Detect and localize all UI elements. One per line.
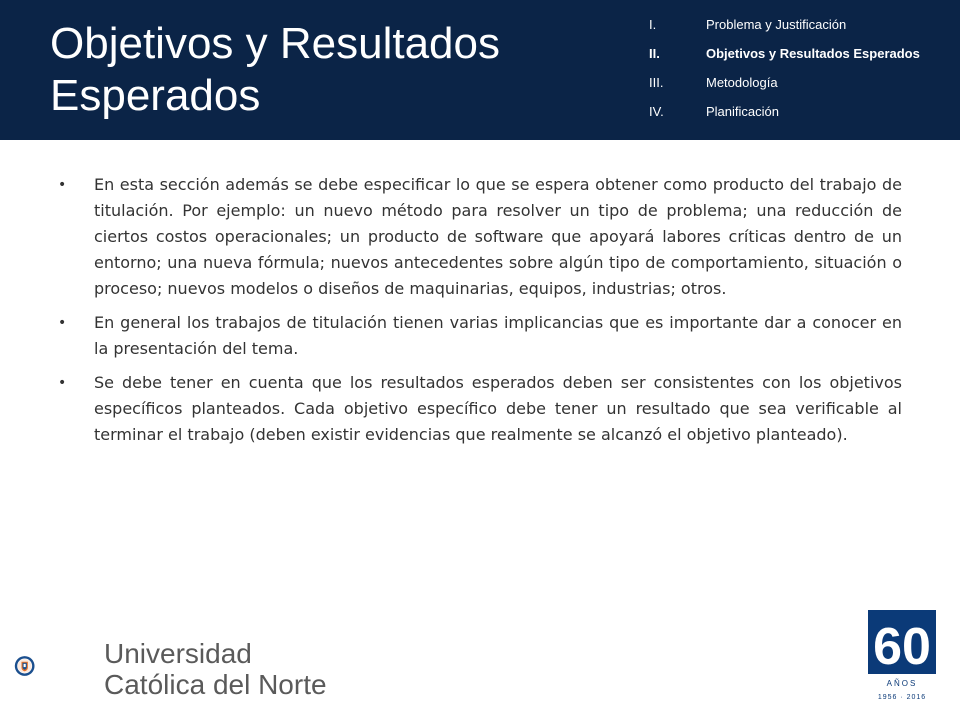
- university-name-line1: Universidad: [104, 638, 252, 669]
- bullet-text: En esta sección además se debe especificar lo que se espera obtener como producto del trabajo de titulación. Por ejemplo: un nuevo método para resolver un tipo de problema; una reducción de ciertos costos operacionales; un producto de software que apoyará labores críticas dentro de un entorno; una nueva fórmula; nuevos antecedentes sobre algún tipo de comportamiento, situación o proceso; nuevos modelos o diseños de maquinarias, equipos, industrias; otros.: [94, 175, 902, 298]
- agenda-item-label: Objetivos y Resultados Esperados: [706, 46, 920, 61]
- anniversary-label: AÑOS: [886, 679, 918, 688]
- agenda-item: [649, 15, 954, 44]
- bullet-list: [58, 172, 902, 456]
- agenda-list: [649, 15, 954, 131]
- bullet-item: [58, 310, 902, 362]
- university-name: [104, 638, 327, 700]
- bullet-dot-icon: •: [58, 375, 67, 391]
- bullet-item: [58, 172, 902, 302]
- slide-title: Objetivos y Resultados Esperados: [50, 19, 500, 120]
- bullet-dot-icon: •: [58, 177, 67, 193]
- agenda-item: [649, 73, 954, 102]
- bullet-text: En general los trabajos de titulación tienen varias implicancias que es importante dar a conocer en la presentación del tema.: [94, 313, 902, 358]
- anniversary-logo-icon: [862, 606, 940, 704]
- agenda-item-label: Planificación: [706, 104, 779, 119]
- agenda-item-label: Metodología: [706, 75, 778, 90]
- bullet-text: Se debe tener en cuenta que los resultados esperados deben ser consistentes con los objetivos específicos planteados. Cada objetivo específico debe tener un resultado que sea verificable al terminar el trabajo (deben existir evidencias que realmente se alcanzó el objetivo planteado).: [94, 373, 902, 444]
- anniversary-years: 1956 · 2016: [877, 694, 927, 701]
- agenda-item-number: III.: [649, 75, 664, 90]
- university-name-line2: Católica del Norte: [104, 669, 327, 700]
- agenda-item-label: Problema y Justificación: [706, 17, 847, 32]
- agenda-item-number: IV.: [649, 104, 664, 119]
- agenda-item-number: I.: [649, 17, 657, 32]
- university-seal-icon: [14, 626, 94, 706]
- bullet-dot-icon: •: [58, 315, 67, 331]
- header-banner: [0, 0, 960, 140]
- anniversary-number: 60: [873, 618, 931, 676]
- agenda-item-number: II.: [649, 46, 660, 61]
- agenda-item-current: [649, 44, 954, 73]
- bullet-item: [58, 370, 902, 448]
- agenda-item: [649, 102, 954, 131]
